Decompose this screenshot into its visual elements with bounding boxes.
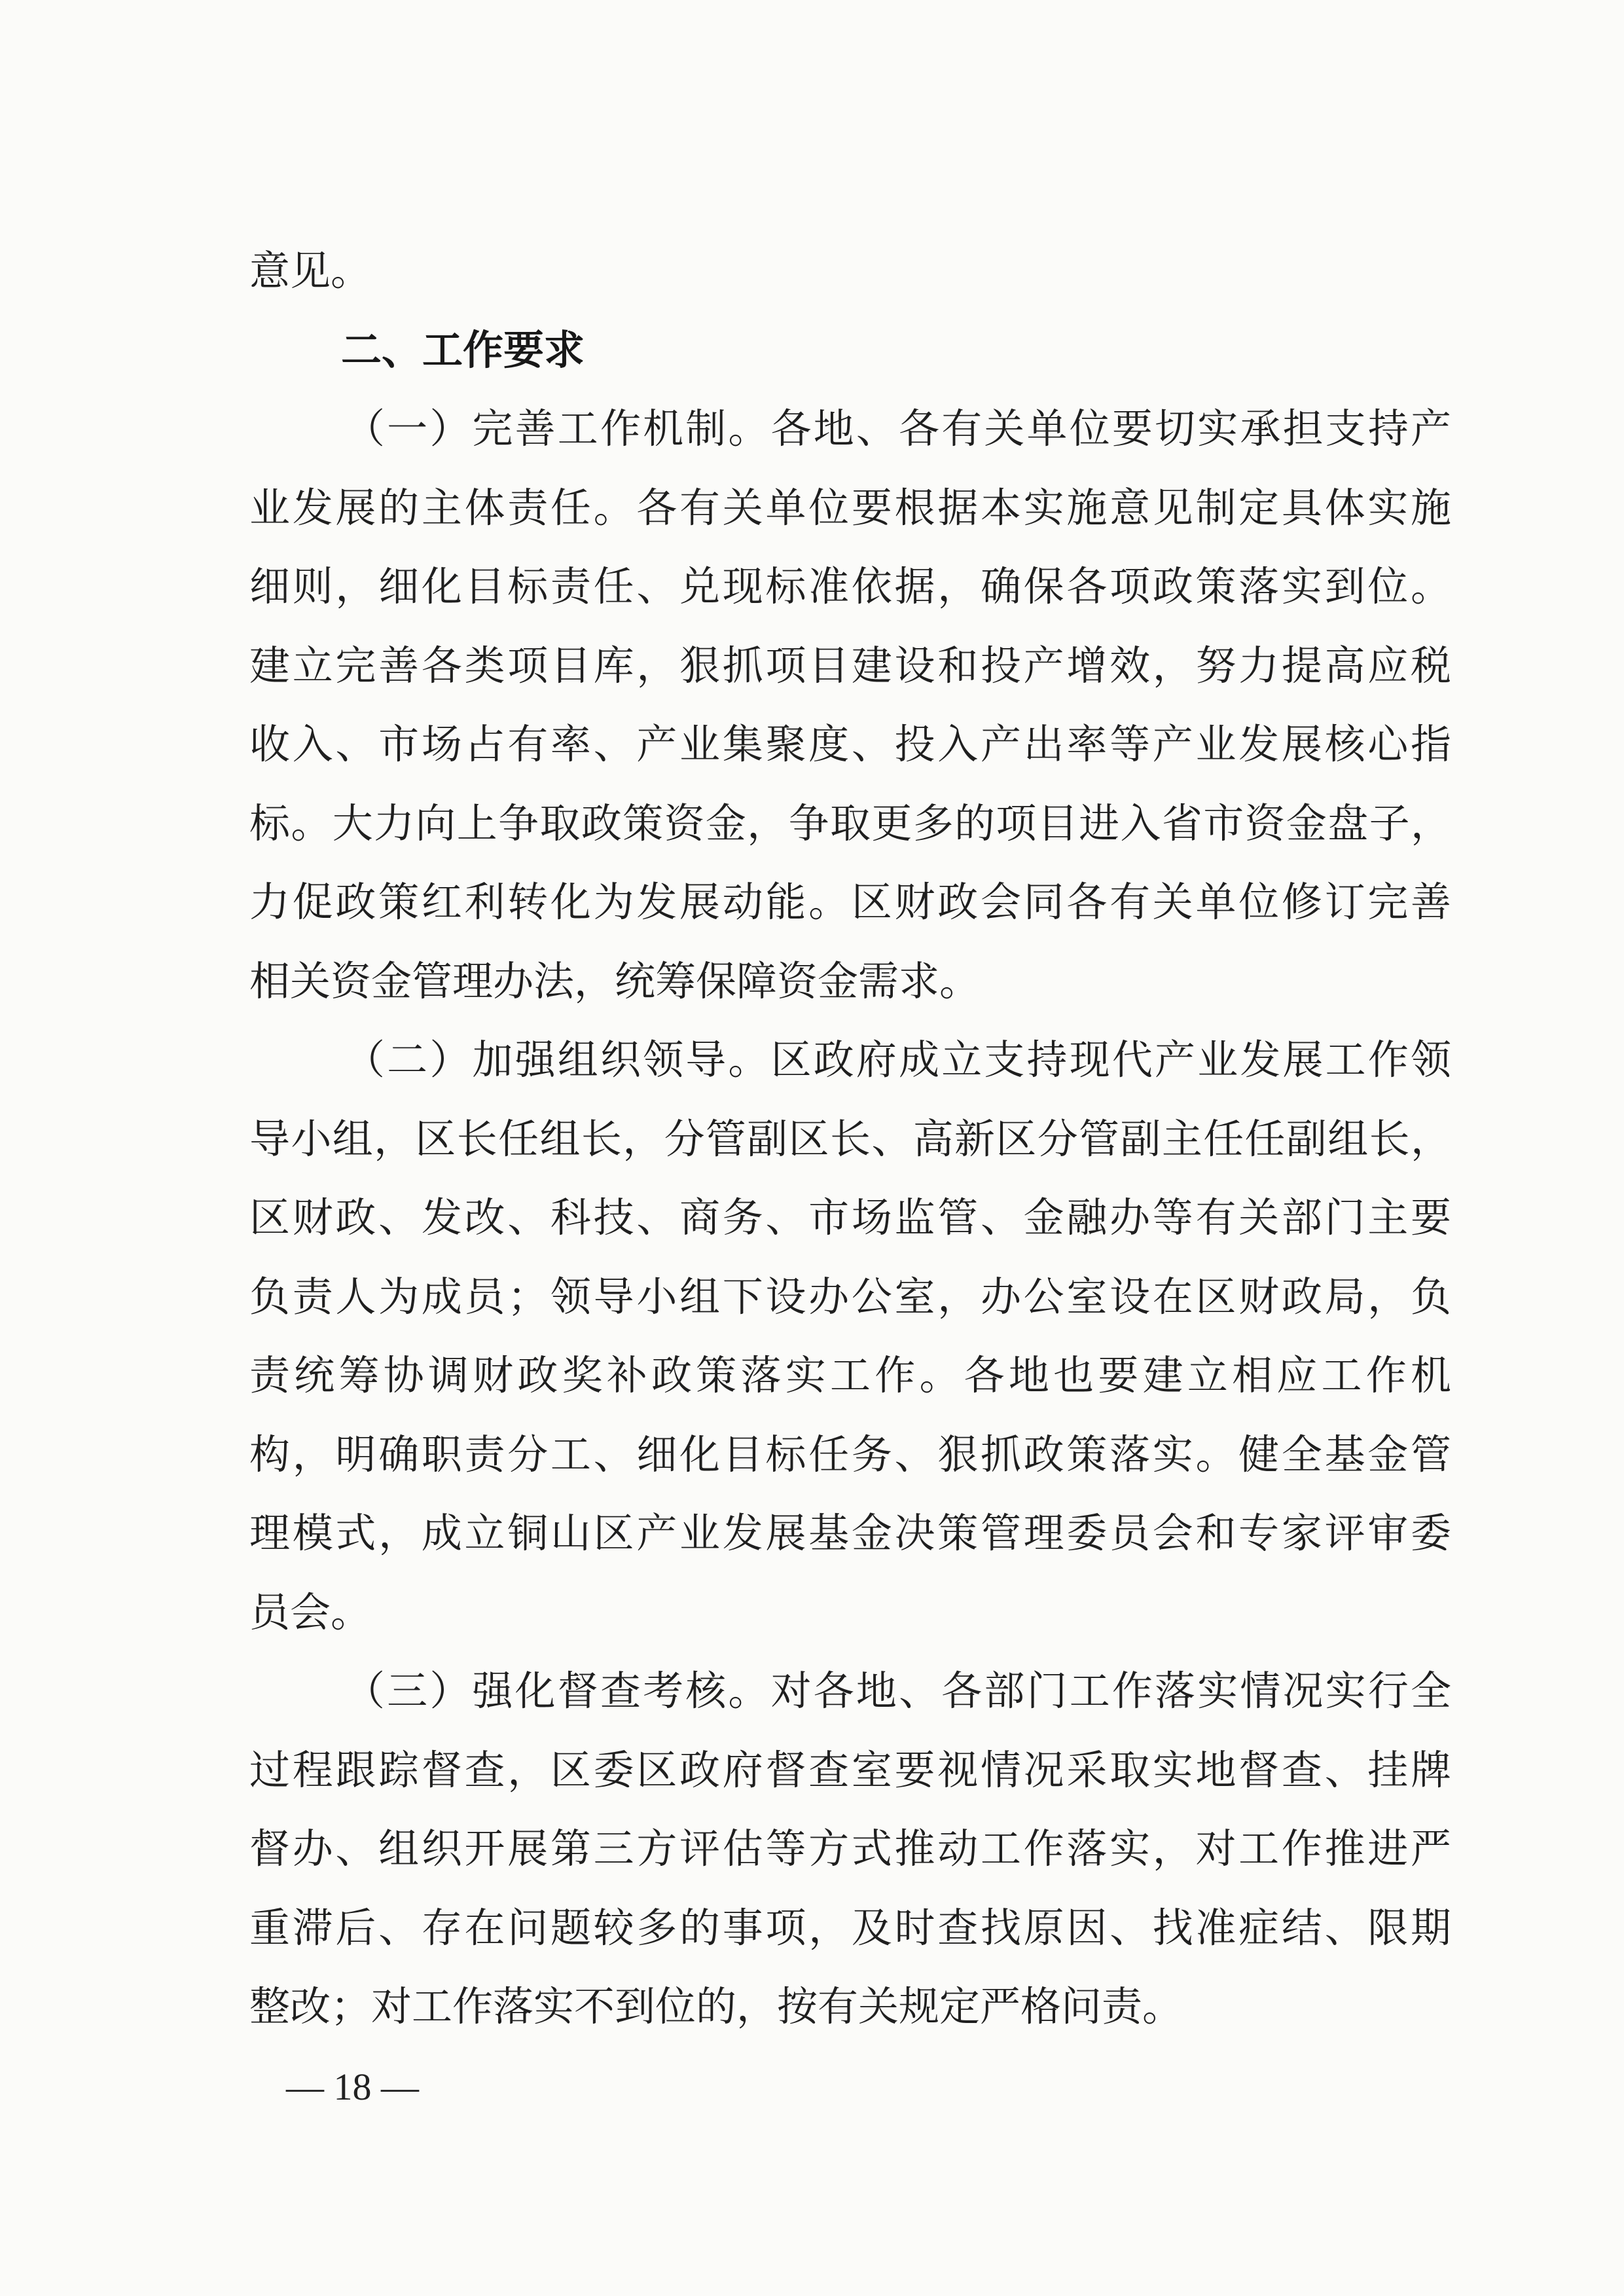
paragraph-line: 力促政策红利转化为发展动能。区财政会同各有关单位修订完善 (249, 878, 1451, 926)
paragraph-line: 过程跟踪督查，区委区政府督查室要视情况采取实地督查、挂牌 (249, 1745, 1451, 1794)
paragraph-3 (249, 1652, 1451, 2047)
paragraph-line: 责统筹协调财政奖补政策落实工作。各地也要建立相应工作机 (249, 1351, 1451, 1399)
paragraph-1 (249, 390, 1451, 1021)
paragraph-line: 建立完善各类项目库，狠抓项目建设和投产增效，努力提高应税 (249, 641, 1451, 689)
continuation-line: 意见。 (249, 247, 372, 295)
paragraph-line: 标。大力向上争取政策资金，争取更多的项目进入省市资金盘子， (249, 799, 1451, 847)
paragraph-line: 员会。 (249, 1588, 372, 1636)
paragraph-line: （二）加强组织领导。区政府成立支持现代产业发展工作领 (344, 1036, 1451, 1084)
paragraph-line: 相关资金管理办法，统筹保障资金需求。 (249, 957, 981, 1005)
paragraph-line: 负责人为成员；领导小组下设办公室，办公室设在区财政局，负 (249, 1272, 1451, 1321)
paragraph-line: 细则，细化目标责任、兑现标准依据，确保各项政策落实到位。 (249, 562, 1451, 610)
page-number: — 18 — (286, 2066, 419, 2108)
paragraph-line: 导小组，区长任组长，分管副区长、高新区分管副主任任副组长， (249, 1114, 1451, 1163)
paragraph-2 (249, 1021, 1451, 1652)
paragraph-line: 构，明确职责分工、细化目标任务、狠抓政策落实。健全基金管 (249, 1430, 1451, 1478)
paragraph-line: （一）完善工作机制。各地、各有关单位要切实承担支持产 (344, 405, 1451, 452)
paragraph-line: （三）强化督查考核。对各地、各部门工作落实情况实行全 (344, 1667, 1451, 1715)
paragraph-line: 整改；对工作落实不到位的，按有关规定严格问责。 (249, 1982, 1183, 2030)
paragraph-line: 业发展的主体责任。各有关单位要根据本实施意见制定具体实施 (249, 483, 1451, 532)
paragraph-line: 重滞后、存在问题较多的事项，及时查找原因、找准症结、限期 (249, 1903, 1451, 1952)
paragraph-line: 区财政、发改、科技、商务、市场监管、金融办等有关部门主要 (249, 1194, 1451, 1241)
section-heading: 二、工作要求 (341, 325, 585, 374)
body-text (249, 232, 1451, 2047)
paragraph-line: 收入、市场占有率、产业集聚度、投入产出率等产业发展核心指 (249, 720, 1451, 768)
paragraph-line: 理模式，成立铜山区产业发展基金决策管理委员会和专家评审委 (249, 1509, 1451, 1557)
paragraph-line: 督办、组织开展第三方评估等方式推动工作落实，对工作推进严 (249, 1825, 1451, 1872)
